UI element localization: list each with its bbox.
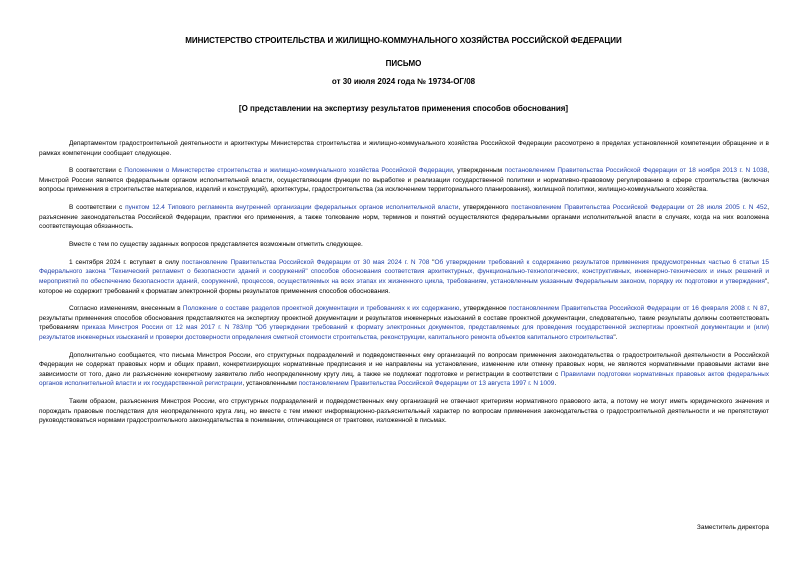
paragraph-text: В соответствии с [69,167,125,175]
paragraph-text: Согласно изменениям, внесенным в [69,305,183,313]
document-link[interactable]: постановлением Правительства Российской Федерации от 28 июля 2005 г. N 452 [511,204,768,212]
paragraph [39,240,769,250]
paragraph-text: " [429,258,435,266]
document-link[interactable]: постановлением Правительства Российской Федерации от 13 августа 1997 г. N 1009 [298,380,555,388]
document-date-number: от 30 июля 2024 года № 19734-ОГ/08 [331,77,476,86]
paragraph-text: Департаментом градостроительной деятельности и архитектуры Министерства строительства и жилищно-коммунального хозяйства Российской Федерации рассмотрено в пределах установленной компетенции обращение и в рамках компетенции сообщает следующее. [39,140,769,157]
paragraph [39,258,769,296]
document-link[interactable]: приказа Минстроя России от 12 мая 2017 г. N 783/пр [81,324,253,332]
document-link[interactable]: постановлением Правительства Российской Федерации от 16 февраля 2008 г. N 87 [508,305,768,313]
document-link[interactable]: пунктом 12.4 Типового регламента внутренней организации федеральных органов исполнительной власти [125,204,459,212]
document-link[interactable]: постановление Правительства Российской Федерации от 30 мая 2024 г. N 708 [181,258,430,266]
paragraph-text: . [554,380,557,388]
document-link[interactable]: Положением о Министерстве строительства и жилищно-коммунального хозяйства Российской Федерации [124,167,453,175]
paragraph [39,351,769,389]
document-type: ПИСЬМО [385,59,422,68]
document-link[interactable]: Положение о составе разделов проектной документации и требованиях к их содержанию [182,305,460,313]
document-title: [О представлении на экспертизу результатов применения способов обоснования] [238,104,569,113]
document-link[interactable]: Об утверждении требований к содержанию результатов применения предусмотренных частью 6 статьи 15 Федерального закона "Технический регламент о безопасности зданий и сооружений" [39,258,769,276]
paragraph-text: ", которое не содержит требований к форматам электронной формы результатов применения способов обоснования. [39,277,769,295]
paragraph [39,304,769,342]
document-link[interactable]: Об утверждении требований к формату электронных документов, представляемых для проведения государственной экспертизы проектной документации и (или) результатов инженерных изысканий и проверки достоверности определения сметной стоимости строительства, реконструкции, капитального ремонта объектов капитального строительства [39,324,769,341]
paragraph [39,139,769,158]
document-link[interactable]: Правилами подготовки нормативных правовых актов федеральных органов исполнительной власти и их государственной регистрации [39,370,769,388]
paragraph-text: , Минстрой России является федеральным органом исполнительной власти, осуществляющим функции по выработке и реализации государственной политики и нормативно-правовому регулированию в сфере строительства (включая вопросы применения в строительстве материалов, изделий и конструкций), архитектуры, градостроительства (за исключением территориального планирования), жилищной политики, жилищно-коммунального хозяйства. [39,167,770,194]
paragraph-text: , разъяснение законодательства Российской Федерации, практики его применения, а также толкование норм, терминов и понятий осуществляются федеральными органами исполнительной власти в случаях, когда на них возложена соответствующая обязанность. [39,204,770,231]
document-link[interactable]: способов обоснования соответствия архитектурных, функционально-технологических, конструктивных, инженерно-технических и иных решений и мероприятий по обеспечению безопасности зданий, сооружений, процессов, осуществляемых на всех этапах их жизненного цикла, требованиям, установленным указанным Федеральным законом, порядку их подготовки и утверждения [39,268,770,285]
document-body [39,139,769,434]
ministry-name: МИНИСТЕРСТВО СТРОИТЕЛЬСТВА И ЖИЛИЩНО-КОММУНАЛЬНОГО ХОЗЯЙСТВА РОССИЙСКОЙ ФЕДЕРАЦИИ [185,36,622,45]
paragraph-text: 1 сентября 2024 г. вступает в силу [69,258,182,266]
paragraph-text: В соответствии с [69,204,126,212]
paragraph [39,166,769,195]
paragraph-text: , результаты применения способов обоснования представляются на экспертизу проектной документации и результатов инженерных изысканий в составе проектной документации, следовательно, такие результаты должны соответствовать требованиям [39,305,770,332]
paragraph-text: , утвержденного [458,204,512,212]
paragraph-text: Дополнительно сообщается, что письма Минстроя России, его структурных подразделений и подведомственных ему организаций по вопросам применения законодательства о градостроительной деятельности в Российской Федерации не содержат правовых норм и общих правил, конкретизирующих нормативные предписания и не направлены на установление, изменение или отмену правовых норм, не являются нормативными правовыми актами вне зависимости от того, дано ли разъяснение конкретному заявителю либо неопределенному кругу лиц, а также не подлежат подготовке и регистрации в соответствии с [39,351,769,378]
paragraph [39,397,769,426]
paragraph-text: , утвержденным [452,167,505,175]
paragraph-text: Вместе с тем по существу заданных вопросов представляется возможным отметить следующее. [69,241,363,249]
paragraph-text: , утвержденное [459,305,509,313]
signature-position: Заместитель директора [696,524,769,531]
paragraph-text: , установленными [242,380,299,388]
paragraph-text: Таким образом, разъяснения Минстроя России, его структурных подразделений и подведомственных ему организаций не отвечают критериям нормативного правового акта, а потому не могут иметь юридического значения и порождать правовые последствия для неопределенного круга лиц, но вместе с тем имеют информационно-разъяснительный характер по вопросам применения законодательства о градостроительной деятельности и не препятствуют руководствоваться нормами градостроительного законодательства в понимании, отличающемся от трактовки, изложенной в письмах. [39,398,769,425]
paragraph-text: " [252,324,258,332]
document-link[interactable]: постановлением Правительства Российской Федерации от 18 ноября 2013 г. N 1038 [504,167,768,175]
paragraph-text: ". [613,333,618,341]
paragraph [39,203,769,232]
